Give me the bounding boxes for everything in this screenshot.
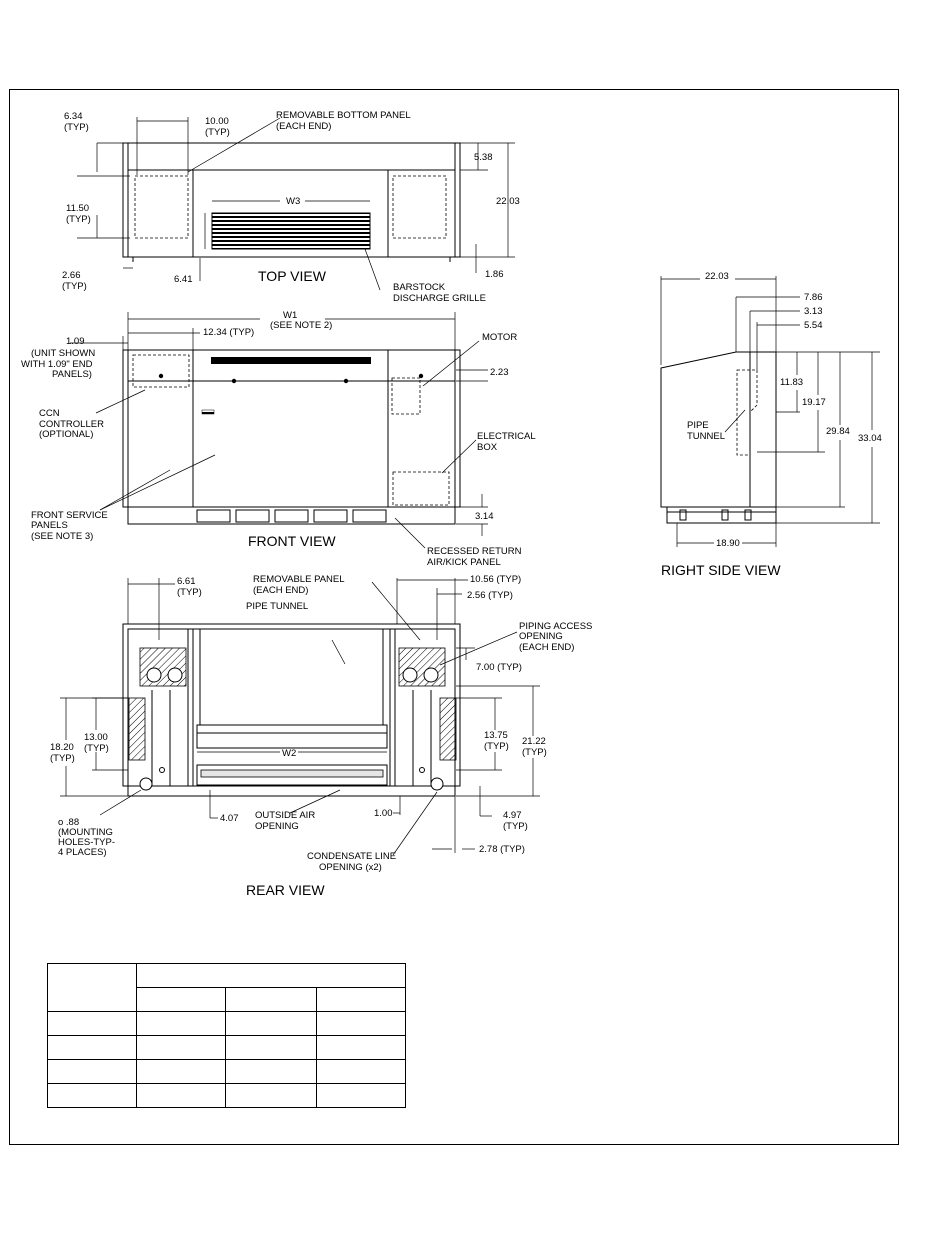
side-hatch-right — [440, 698, 456, 760]
ccn-controller-box — [133, 355, 189, 387]
table-row — [48, 1012, 406, 1036]
label-w1-note: (SEE NOTE 2) — [270, 320, 333, 331]
table-row — [48, 1084, 406, 1108]
table-cell — [48, 1036, 137, 1060]
dim-6-41: 6.41 — [174, 274, 193, 285]
label-piping-opening: OPENING — [519, 631, 563, 642]
dim-4-97: 4.97 — [503, 810, 522, 821]
table-cell — [48, 1060, 137, 1084]
label-see-note-3: (SEE NOTE 3) — [31, 531, 94, 542]
table-cell — [316, 1036, 405, 1060]
rear-shelf — [197, 733, 387, 748]
table-cell — [137, 1012, 226, 1036]
condensate-opening-left — [140, 778, 152, 790]
dim-2-56: 2.56 (TYP) — [467, 590, 513, 601]
dim-13-75: 13.75 — [484, 730, 508, 741]
front-slot — [211, 357, 371, 364]
table-cell — [48, 964, 137, 1012]
label-outside-air: OUTSIDE AIR — [255, 810, 316, 821]
label-unit-shown-2: WITH 1.09" END — [21, 359, 93, 370]
dim-6-34: 6.34 — [64, 111, 83, 122]
label-ccn: CCN — [39, 408, 60, 419]
front-view-title: FRONT VIEW — [248, 533, 336, 549]
label-removable-panel: REMOVABLE PANEL — [253, 574, 345, 585]
label-w2: W2 — [282, 748, 297, 759]
dim-10-00-typ: (TYP) — [205, 127, 230, 138]
dim-22-03-side: 22.03 — [705, 271, 729, 282]
dim-18-90: 18.90 — [716, 538, 740, 549]
table-cell — [226, 1012, 316, 1036]
table-row — [48, 964, 406, 988]
table-cell — [137, 988, 226, 1012]
label-outside-air-opening: OPENING — [255, 821, 299, 832]
label-electrical: ELECTRICAL — [477, 431, 536, 442]
side-view-body — [661, 352, 776, 507]
bottom-panel-left — [135, 176, 188, 238]
label-controller: CONTROLLER — [39, 419, 104, 430]
table-cell — [226, 988, 316, 1012]
table-cell — [48, 1012, 137, 1036]
dim-4-97-typ: (TYP) — [503, 821, 528, 832]
dim-1-00: 1.00 — [374, 808, 393, 819]
table-cell — [316, 1060, 405, 1084]
label-w3: W3 — [286, 196, 301, 207]
table-cell — [137, 1060, 226, 1084]
label-recessed-return: RECESSED RETURN — [427, 546, 522, 557]
dim-13-75-typ: (TYP) — [484, 741, 509, 752]
dim-7-86: 7.86 — [804, 292, 823, 303]
label-panels: PANELS — [31, 520, 68, 531]
label-barstock: BARSTOCK — [393, 282, 446, 293]
dim-10-00: 10.00 — [205, 116, 229, 127]
dim-13-00-typ: (TYP) — [84, 743, 109, 754]
label-box: BOX — [477, 442, 498, 453]
dim-3-14: 3.14 — [475, 511, 494, 522]
dim-19-17: 19.17 — [802, 397, 826, 408]
label-condensate: CONDENSATE LINE — [307, 851, 397, 862]
label-condensate-opening: OPENING (x2) — [319, 862, 382, 873]
dim-21-22-typ: (TYP) — [522, 747, 547, 758]
right-side-view — [661, 276, 880, 547]
dim-2-66: 2.66 — [62, 270, 81, 281]
dim-22-03-top: 22.03 — [496, 196, 520, 207]
label-unit-shown-1: (UNIT SHOWN — [31, 348, 96, 359]
dim-5-38: 5.38 — [474, 152, 493, 163]
dim-2-78: 2.78 (TYP) — [479, 844, 525, 855]
label-piping-access: PIPING ACCESS — [519, 621, 593, 632]
dim-21-22: 21.22 — [522, 736, 546, 747]
table-cell — [48, 1084, 137, 1108]
table-cell — [316, 1012, 405, 1036]
dim-11-50: 11.50 — [66, 203, 90, 214]
dim-6-34-typ: (TYP) — [64, 122, 89, 133]
dim-33-04: 33.04 — [858, 433, 882, 444]
label-front-service: FRONT SERVICE — [31, 510, 108, 521]
label-removable-bottom-panel-sub: (EACH END) — [276, 121, 332, 132]
label-optional: (OPTIONAL) — [39, 429, 94, 440]
table-cell — [316, 988, 405, 1012]
front-view-body — [123, 350, 460, 507]
dim-11-83: 11.83 — [780, 377, 804, 388]
label-pipe-tunnel: PIPE TUNNEL — [246, 601, 309, 612]
label-air-kick-panel: AIR/KICK PANEL — [427, 557, 501, 568]
dim-5-54: 5.54 — [804, 320, 823, 331]
electrical-box — [393, 472, 449, 505]
bottom-panel-right — [393, 176, 446, 238]
label-piping-each-end: (EACH END) — [519, 642, 575, 653]
dim-3-13: 3.13 — [804, 306, 823, 317]
dim-29-84: 29.84 — [826, 426, 850, 437]
label-mounting: (MOUNTING — [58, 827, 113, 838]
table-cell — [226, 1036, 316, 1060]
condensate-opening-right — [431, 778, 443, 790]
dim-18-20-typ: (TYP) — [50, 753, 75, 764]
label-4-places: 4 PLACES) — [58, 847, 107, 858]
label-discharge-grille: DISCHARGE GRILLE — [393, 293, 486, 304]
dim-10-56: 10.56 (TYP) — [470, 574, 522, 585]
label-side-pipe: PIPE — [687, 420, 709, 431]
label-mounting-dia: o .88 — [58, 817, 80, 828]
table-cell — [137, 1036, 226, 1060]
label-removable-bottom-panel: REMOVABLE BOTTOM PANEL — [276, 110, 411, 121]
label-w1: W1 — [283, 310, 298, 321]
table-cell — [137, 964, 406, 988]
discharge-grille — [212, 213, 370, 249]
table-cell — [226, 1060, 316, 1084]
table-cell — [316, 1084, 405, 1108]
dimension-table — [47, 963, 406, 1108]
dim-1-86: 1.86 — [485, 269, 504, 280]
dim-6-61: 6.61 — [177, 576, 196, 587]
dim-12-34: 12.34 (TYP) — [203, 327, 255, 338]
dim-13-00: 13.00 — [84, 732, 108, 743]
top-view-title: TOP VIEW — [258, 268, 326, 284]
dim-11-50-typ: (TYP) — [66, 214, 91, 225]
motor-box — [392, 378, 420, 414]
dim-1-09: 1.09 — [66, 336, 85, 347]
dim-18-20: 18.20 — [50, 742, 74, 753]
dim-7-00: 7.00 (TYP) — [476, 662, 522, 673]
table-row — [48, 1060, 406, 1084]
rear-view-title: REAR VIEW — [246, 882, 325, 898]
dim-6-61-typ: (TYP) — [177, 587, 202, 598]
label-removable-panel-sub: (EACH END) — [253, 585, 309, 596]
table-cell — [137, 1084, 226, 1108]
table-cell — [226, 1084, 316, 1108]
table-row — [48, 1036, 406, 1060]
dim-2-23: 2.23 — [490, 367, 509, 378]
side-hatch-left — [129, 698, 145, 760]
side-pipe-tunnel — [737, 370, 757, 455]
label-unit-shown-3: PANELS) — [52, 369, 92, 380]
dim-2-66-typ: (TYP) — [62, 281, 87, 292]
label-side-tunnel: TUNNEL — [687, 431, 726, 442]
right-side-view-title: RIGHT SIDE VIEW — [661, 562, 781, 578]
dim-4-07: 4.07 — [220, 813, 239, 824]
label-holes-typ: HOLES-TYP- — [58, 837, 116, 848]
label-motor: MOTOR — [482, 332, 518, 343]
front-view — [70, 312, 488, 548]
